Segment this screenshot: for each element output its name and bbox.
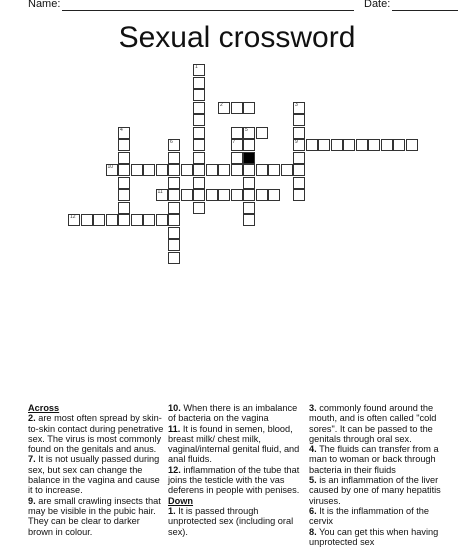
cell-number: 10 (107, 164, 114, 170)
page-title: Sexual crossword (118, 21, 356, 54)
crossword-cell[interactable] (293, 127, 305, 139)
clue-text: It is not usually passed during sex, but sex can change the balance in the vagina and cause it to increase. (28, 454, 160, 496)
clue-number: 5. (309, 475, 317, 486)
date-label: Date: (364, 0, 391, 10)
clue-number: 8. (309, 526, 317, 537)
clue-across-12 (168, 465, 304, 496)
crossword-cell[interactable] (256, 127, 268, 139)
clue-number: 11. (168, 423, 181, 434)
crossword-cell[interactable] (331, 139, 343, 151)
crossword-cell[interactable] (193, 177, 205, 189)
crossword-cell[interactable] (193, 139, 205, 151)
clue-number: 3. (309, 403, 317, 413)
clue-across-9 (28, 496, 166, 537)
crossword-cell[interactable] (118, 189, 130, 201)
clue-across-11 (168, 424, 304, 465)
crossword-cell[interactable] (168, 189, 180, 201)
crossword-cell[interactable] (231, 189, 243, 201)
crossword-cell[interactable] (293, 164, 305, 176)
crossword-cell[interactable] (193, 202, 205, 214)
crossword-cell[interactable] (81, 214, 93, 226)
clue-text: commonly found around the mouth, and is often called "cold sores". It can be passed to the genitals through oral sex. (309, 403, 437, 444)
clue-down-5 (309, 475, 451, 506)
crossword-cell[interactable] (193, 89, 205, 101)
clue-text: are most often spread by skin-to-skin contact during penetrative sex. The virus is most commonly found on the genitals and anus. (28, 413, 164, 455)
clue-number: 2. (28, 413, 36, 424)
crossword-cell[interactable] (231, 127, 243, 139)
crossword-cell[interactable] (193, 102, 205, 114)
across-heading: Across (28, 403, 60, 413)
crossword-cell[interactable] (268, 189, 280, 201)
crossword-cell[interactable] (243, 214, 255, 226)
clue-across-7 (28, 454, 166, 495)
crossword-cell[interactable] (156, 214, 168, 226)
clue-across-2 (28, 413, 166, 454)
crossword-cell[interactable] (131, 164, 143, 176)
crossword-cell[interactable] (193, 189, 205, 201)
crossword-cell[interactable] (206, 189, 218, 201)
clues-column-1 (28, 403, 166, 537)
crossword-cell[interactable] (206, 164, 218, 176)
crossword-cell[interactable] (243, 177, 255, 189)
clue-text: You can get this when having unprotected sex (309, 526, 439, 547)
crossword-cell[interactable] (368, 139, 380, 151)
crossword-cell[interactable] (193, 127, 205, 139)
crossword-cell[interactable] (256, 164, 268, 176)
crossword-cell[interactable] (168, 239, 180, 251)
crossword-cell[interactable] (193, 114, 205, 126)
clue-text: It is found in semen, blood, breast milk/ chest milk, vaginal/internal genital fluid, and anal fluids. (168, 423, 300, 465)
clue-number: 10. (168, 403, 181, 413)
crossword-cell[interactable] (168, 152, 180, 164)
cell-number: 6 (170, 139, 173, 145)
clue-text: It is the inflammation of the cervix (309, 505, 430, 527)
crossword-cell[interactable] (156, 164, 168, 176)
crossword-cell[interactable] (231, 164, 243, 176)
crossword-cell[interactable] (106, 214, 118, 226)
clues-column-3 (309, 403, 451, 547)
cell-number: 11 (157, 189, 163, 195)
crossword-cell[interactable] (143, 164, 155, 176)
crossword-cell[interactable] (243, 164, 255, 176)
crossword-cell[interactable] (193, 77, 205, 89)
clue-number: 12. (168, 464, 181, 475)
clue-text: is an inflammation of the liver caused by one of many hepatitis viruses. (309, 475, 441, 506)
clue-text: inflammation of the tube that joins the testicle with the vas deferens in people with penises. (168, 464, 300, 496)
crossword-cell[interactable] (343, 139, 355, 151)
crossword-cell[interactable] (68, 214, 80, 226)
crossword-cell[interactable] (306, 139, 318, 151)
crossword-cell[interactable] (356, 139, 368, 151)
clue-number: 7. (28, 454, 36, 465)
crossword-cell[interactable] (156, 189, 168, 201)
crossword-black-cell (243, 152, 255, 164)
crossword-cell[interactable] (143, 214, 155, 226)
crossword-cell[interactable] (268, 164, 280, 176)
crossword-cell[interactable] (243, 102, 255, 114)
crossword-cell[interactable] (393, 139, 405, 151)
crossword-cell[interactable] (293, 189, 305, 201)
crossword-cell[interactable] (406, 139, 418, 151)
crossword-cell[interactable] (118, 214, 130, 226)
cell-number: 9 (295, 139, 298, 145)
clue-down-6 (309, 506, 451, 527)
clue-text: It is passed through unprotected sex (including oral sex). (168, 505, 294, 537)
crossword-cell[interactable] (168, 202, 180, 214)
crossword-cell[interactable] (168, 227, 180, 239)
crossword-cell[interactable] (218, 189, 230, 201)
crossword-cell[interactable] (118, 202, 130, 214)
crossword-cell[interactable] (168, 214, 180, 226)
crossword-cell[interactable] (168, 252, 180, 264)
clue-text: When there is an imbalance of bacteria on the vagina (168, 403, 298, 424)
crossword-cell[interactable] (231, 102, 243, 114)
crossword-cell[interactable] (231, 139, 243, 151)
crossword-cell[interactable] (318, 139, 330, 151)
crossword-cell[interactable] (293, 152, 305, 164)
crossword-cell[interactable] (131, 214, 143, 226)
clue-text: The fluids can transfer from a man to woman or back through bacteria in their fluids (309, 444, 439, 475)
cell-number: 4 (120, 126, 123, 133)
cell-number: 12 (70, 214, 76, 220)
crossword-cell[interactable] (281, 164, 293, 176)
crossword-cell[interactable] (168, 139, 180, 151)
crossword-cell[interactable] (181, 189, 193, 201)
crossword-cell[interactable] (293, 114, 305, 126)
cell-number: 3 (295, 101, 298, 108)
crossword-cell[interactable] (118, 177, 130, 189)
crossword-cell[interactable] (218, 164, 230, 176)
crossword-cell[interactable] (118, 127, 130, 139)
clue-number: 6. (309, 505, 317, 516)
clue-down-8 (309, 527, 451, 548)
crossword-cell[interactable] (231, 152, 243, 164)
crossword-cell[interactable] (218, 102, 230, 114)
clues-column-2 (168, 403, 304, 537)
crossword-cell[interactable] (193, 164, 205, 176)
cell-number: 1 (195, 64, 198, 70)
clue-across-10 (168, 403, 304, 424)
crossword-cell[interactable] (193, 64, 205, 76)
crossword-cell[interactable] (193, 152, 205, 164)
cell-number: 2 (220, 101, 223, 108)
crossword-cell[interactable] (118, 152, 130, 164)
crossword-cell[interactable] (118, 139, 130, 151)
crossword-cell[interactable] (181, 164, 193, 176)
crossword-cell[interactable] (243, 127, 255, 139)
cell-number: 7 (232, 139, 236, 145)
crossword-cell[interactable] (243, 202, 255, 214)
clue-number: 4. (309, 444, 317, 455)
crossword-cell[interactable] (106, 164, 118, 176)
clue-number: 9. (28, 495, 36, 506)
crossword-cell[interactable] (168, 164, 180, 176)
clue-text: are small crawling insects that may be visible in the pubic hair. They can be clear to darker brown in colour. (28, 495, 161, 537)
down-heading: Down (168, 495, 194, 506)
clue-number: 1. (168, 505, 176, 516)
clue-down-3 (309, 403, 451, 444)
clue-down-1 (168, 506, 304, 537)
crossword-cell[interactable] (256, 189, 268, 201)
crossword-cell[interactable] (293, 139, 305, 151)
crossword-cell[interactable] (243, 139, 255, 151)
crossword-cell[interactable] (118, 164, 130, 176)
crossword-cell[interactable] (168, 177, 180, 189)
clue-down-4 (309, 444, 451, 475)
crossword-cell[interactable] (243, 189, 255, 201)
crossword-cell[interactable] (293, 102, 305, 114)
name-label: Name: (28, 0, 61, 10)
crossword-cell[interactable] (93, 214, 105, 226)
crossword-cell[interactable] (381, 139, 393, 151)
crossword-cell[interactable] (293, 177, 305, 189)
cell-number: 5 (245, 126, 248, 133)
